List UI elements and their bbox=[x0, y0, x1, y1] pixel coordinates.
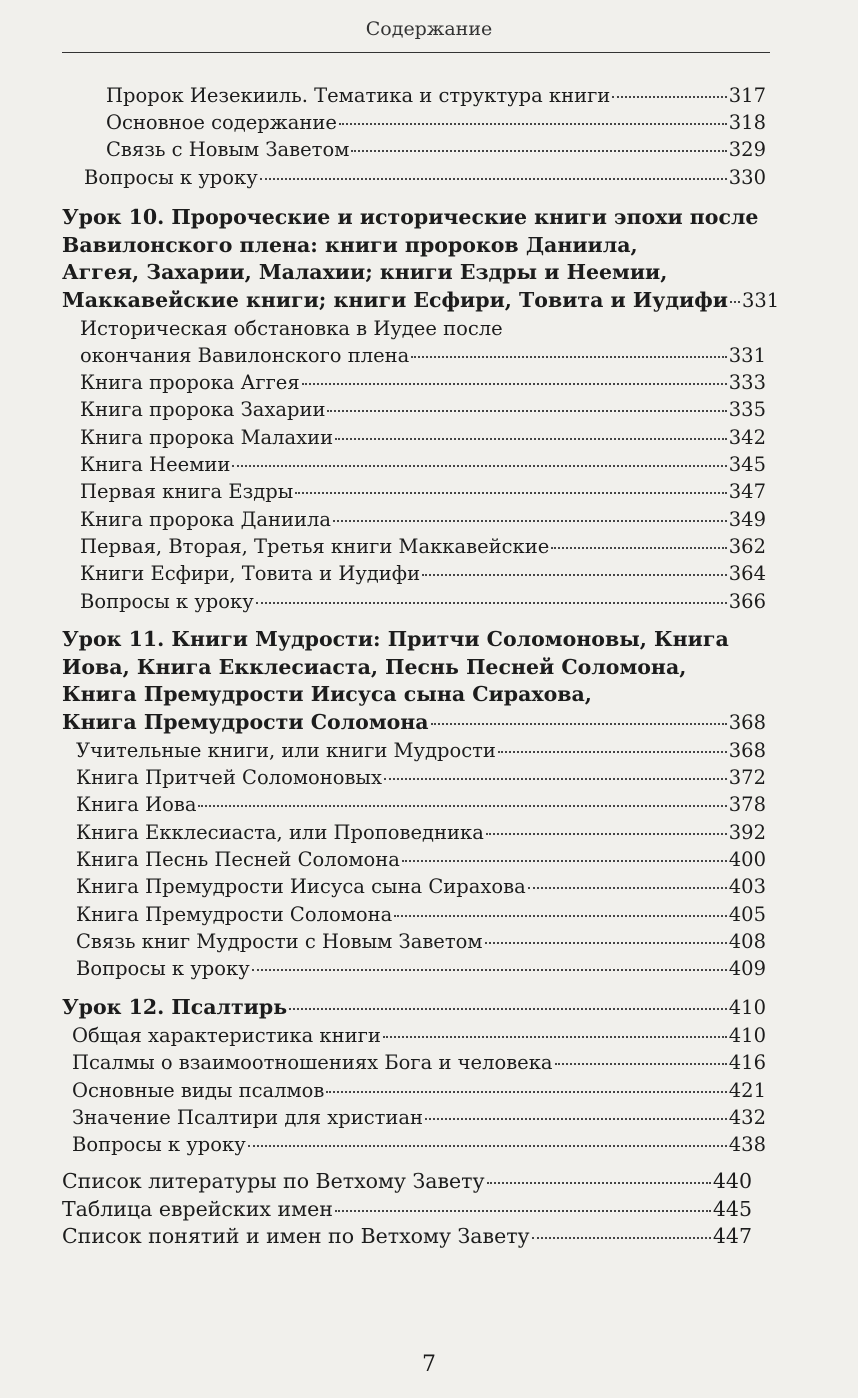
dot-leader bbox=[402, 860, 727, 862]
page-ref: 347 bbox=[728, 480, 766, 503]
entry-label: Книга Иова bbox=[76, 793, 197, 816]
dot-leader bbox=[335, 438, 727, 440]
title-line: Урок 10. Пророческие и исторические книги эпохи после bbox=[62, 205, 759, 229]
dot-leader bbox=[295, 492, 727, 494]
page-ref: 317 bbox=[728, 84, 766, 107]
toc-entry[interactable] bbox=[106, 82, 766, 109]
page-ref: 366 bbox=[728, 590, 766, 613]
dot-leader bbox=[384, 778, 727, 780]
toc-entry[interactable] bbox=[80, 451, 766, 478]
dot-leader bbox=[248, 1145, 727, 1147]
toc-entry[interactable] bbox=[62, 1168, 752, 1195]
entry-label: Книга пророка Аггея bbox=[80, 371, 300, 394]
entry-label: Основное содержание bbox=[106, 111, 337, 134]
toc-entry[interactable] bbox=[72, 1049, 766, 1076]
toc-entry[interactable] bbox=[80, 533, 766, 560]
toc-entry[interactable] bbox=[62, 1223, 752, 1250]
page-ref: 409 bbox=[728, 957, 766, 980]
dot-leader bbox=[383, 1036, 727, 1038]
entry-label: Вопросы к уроку bbox=[76, 957, 250, 980]
title-line: Аггея, Захарии, Малахии; книги Ездры и Неемии, bbox=[62, 260, 668, 284]
dot-leader bbox=[351, 150, 726, 152]
entry-label: Список понятий и имен по Ветхому Завету bbox=[62, 1224, 530, 1248]
page-ref: 362 bbox=[728, 535, 766, 558]
dot-leader bbox=[252, 969, 727, 971]
running-header: Содержание bbox=[365, 18, 493, 40]
entry-label: Книга Премудрости Соломона bbox=[76, 903, 393, 926]
entry-label: Книга Песнь Песней Соломона bbox=[76, 848, 400, 871]
dot-leader bbox=[486, 833, 727, 835]
title-line: Иова, Книга Екклесиаста, Песнь Песней Соломона, bbox=[62, 654, 687, 679]
page-ref: 416 bbox=[728, 1051, 766, 1074]
header-rule bbox=[62, 52, 770, 53]
toc-entry[interactable] bbox=[76, 764, 766, 791]
dot-leader bbox=[326, 1091, 726, 1093]
entry-label: Псалмы о взаимоотношениях Бога и человека bbox=[72, 1051, 553, 1074]
toc-entry[interactable] bbox=[80, 560, 766, 587]
entry-label: Книга пророка Даниила bbox=[80, 508, 332, 531]
entry-label: Книга Притчей Соломоновых bbox=[76, 766, 382, 789]
title-line: Урок 11. Книги Мудрости: Притчи Соломоновы, Книга bbox=[62, 627, 729, 651]
entry-label: Значение Псалтири для христиан bbox=[72, 1106, 424, 1129]
toc-entry[interactable] bbox=[80, 369, 766, 396]
toc-entry[interactable] bbox=[72, 1022, 766, 1049]
dot-leader bbox=[335, 1210, 711, 1212]
page-ref: 403 bbox=[728, 875, 766, 898]
entry-label: Первая книга Ездры bbox=[80, 480, 294, 503]
page-ref: 331 bbox=[741, 289, 780, 312]
entry-label: Книги Есфири, Товита и Иудифи bbox=[80, 562, 421, 585]
entry-label: Таблица еврейских имен bbox=[62, 1197, 333, 1221]
toc-entry[interactable] bbox=[72, 1131, 766, 1158]
page-ref: 368 bbox=[728, 711, 766, 734]
page-ref: 408 bbox=[728, 930, 766, 953]
toc-entry[interactable] bbox=[80, 478, 766, 505]
toc-entry[interactable] bbox=[106, 136, 766, 163]
toc-entry[interactable] bbox=[76, 791, 766, 818]
dot-leader bbox=[411, 356, 726, 358]
lesson-10-title bbox=[62, 204, 758, 287]
dot-leader bbox=[198, 805, 726, 807]
entry-label: Урок 12. Псалтирь bbox=[62, 995, 288, 1019]
entry-label: Маккавейские книги; книги Есфири, Товита и Иудифи bbox=[62, 288, 728, 312]
page-ref: 342 bbox=[728, 426, 766, 449]
toc-entry[interactable] bbox=[76, 737, 766, 764]
page-ref: 318 bbox=[728, 111, 766, 134]
page-ref: 333 bbox=[728, 371, 766, 394]
dot-leader bbox=[425, 1118, 727, 1120]
entry-label: Книга Екклесиаста, или Проповедника bbox=[76, 821, 484, 844]
page-ref: 330 bbox=[728, 166, 766, 189]
toc-entry[interactable] bbox=[80, 506, 766, 533]
page-ref: 432 bbox=[728, 1106, 766, 1129]
page-number: 7 bbox=[422, 1352, 436, 1377]
lesson-10-entry[interactable] bbox=[62, 287, 780, 314]
page-ref: 405 bbox=[728, 903, 766, 926]
dot-leader bbox=[498, 751, 727, 753]
toc-entry[interactable] bbox=[76, 873, 766, 900]
toc-entry[interactable] bbox=[80, 396, 766, 423]
page-ref: 392 bbox=[728, 821, 766, 844]
entry-label: Книга Премудрости Соломона bbox=[62, 710, 429, 734]
dot-leader bbox=[289, 1008, 727, 1010]
dot-leader bbox=[431, 723, 727, 725]
lesson-11-title bbox=[62, 626, 729, 709]
page-ref: 368 bbox=[728, 739, 766, 762]
dot-leader bbox=[422, 574, 727, 576]
toc-entry[interactable] bbox=[80, 342, 766, 369]
toc-entry[interactable] bbox=[72, 1077, 766, 1104]
entry-label: Книга Неемии bbox=[80, 453, 231, 476]
toc-entry[interactable] bbox=[76, 846, 766, 873]
page-ref: 349 bbox=[728, 508, 766, 531]
entry-label: Список литературы по Ветхому Завету bbox=[62, 1169, 485, 1193]
dot-leader bbox=[339, 123, 727, 125]
toc-entry[interactable] bbox=[106, 109, 766, 136]
toc-entry[interactable] bbox=[76, 819, 766, 846]
dot-leader bbox=[485, 942, 727, 944]
lesson-11-entry[interactable] bbox=[62, 709, 766, 736]
toc-entry[interactable] bbox=[76, 901, 766, 928]
dot-leader bbox=[256, 602, 727, 604]
entry-label: Книга Премудрости Иисуса сына Сирахова bbox=[76, 875, 526, 898]
title-line: Книга Премудрости Иисуса сына Сирахова, bbox=[62, 682, 592, 706]
toc-entry[interactable] bbox=[76, 955, 766, 982]
entry-label: Книга пророка Захарии bbox=[80, 398, 326, 421]
title-line: Вавилонского плена: книги пророков Даниила, bbox=[62, 232, 638, 257]
entry-label: Первая, Вторая, Третья книги Маккавейские bbox=[80, 535, 550, 558]
dot-leader bbox=[302, 383, 727, 385]
page-ref: 421 bbox=[728, 1079, 766, 1102]
page-ref: 331 bbox=[728, 344, 766, 367]
toc-entry[interactable] bbox=[80, 588, 766, 615]
dot-leader bbox=[612, 96, 726, 98]
page-ref: 410 bbox=[728, 996, 766, 1019]
entry-label: Вопросы к уроку bbox=[84, 166, 258, 189]
toc-entry[interactable] bbox=[80, 424, 766, 451]
page-ref: 447 bbox=[712, 1224, 752, 1248]
toc-entry[interactable] bbox=[72, 1104, 766, 1131]
dot-leader bbox=[528, 887, 727, 889]
dot-leader bbox=[327, 410, 726, 412]
entry-label: Пророк Иезекииль. Тематика и структура книги bbox=[106, 84, 611, 107]
toc-entry-text: Историческая обстановка в Иудее после bbox=[80, 317, 503, 340]
entry-label: Общая характеристика книги bbox=[72, 1024, 381, 1047]
page-ref: 329 bbox=[728, 138, 766, 161]
entry-label: Вопросы к уроку bbox=[72, 1133, 246, 1156]
page-ref: 372 bbox=[728, 766, 766, 789]
dot-leader bbox=[260, 178, 727, 180]
page-ref: 410 bbox=[728, 1024, 766, 1047]
dot-leader bbox=[232, 465, 726, 467]
dot-leader bbox=[333, 520, 727, 522]
dot-leader bbox=[487, 1182, 711, 1184]
page-ref: 345 bbox=[728, 453, 766, 476]
toc-entry[interactable] bbox=[84, 164, 766, 191]
page-ref: 335 bbox=[728, 398, 766, 421]
page-ref: 440 bbox=[712, 1169, 752, 1193]
page-ref: 364 bbox=[728, 562, 766, 585]
page-ref: 378 bbox=[728, 793, 766, 816]
page-ref: 438 bbox=[728, 1133, 766, 1156]
entry-label: Учительные книги, или книги Мудрости bbox=[76, 739, 496, 762]
entry-label: окончания Вавилонского плена bbox=[80, 344, 410, 367]
dot-leader bbox=[394, 915, 727, 917]
entry-label: Связь книг Мудрости с Новым Заветом bbox=[76, 930, 483, 953]
entry-label: Вопросы к уроку bbox=[80, 590, 254, 613]
toc-entry[interactable] bbox=[76, 928, 766, 955]
dot-leader bbox=[551, 547, 726, 549]
dot-leader bbox=[532, 1237, 711, 1239]
toc-entry[interactable] bbox=[62, 1196, 752, 1223]
page-ref: 400 bbox=[728, 848, 766, 871]
entry-label: Книга пророка Малахии bbox=[80, 426, 334, 449]
entry-label: Основные виды псалмов bbox=[72, 1079, 325, 1102]
entry-label: Связь с Новым Заветом bbox=[106, 138, 350, 161]
dot-leader bbox=[730, 301, 740, 303]
dot-leader bbox=[555, 1063, 727, 1065]
page-ref: 445 bbox=[712, 1197, 752, 1221]
lesson-12-entry[interactable] bbox=[62, 994, 766, 1021]
